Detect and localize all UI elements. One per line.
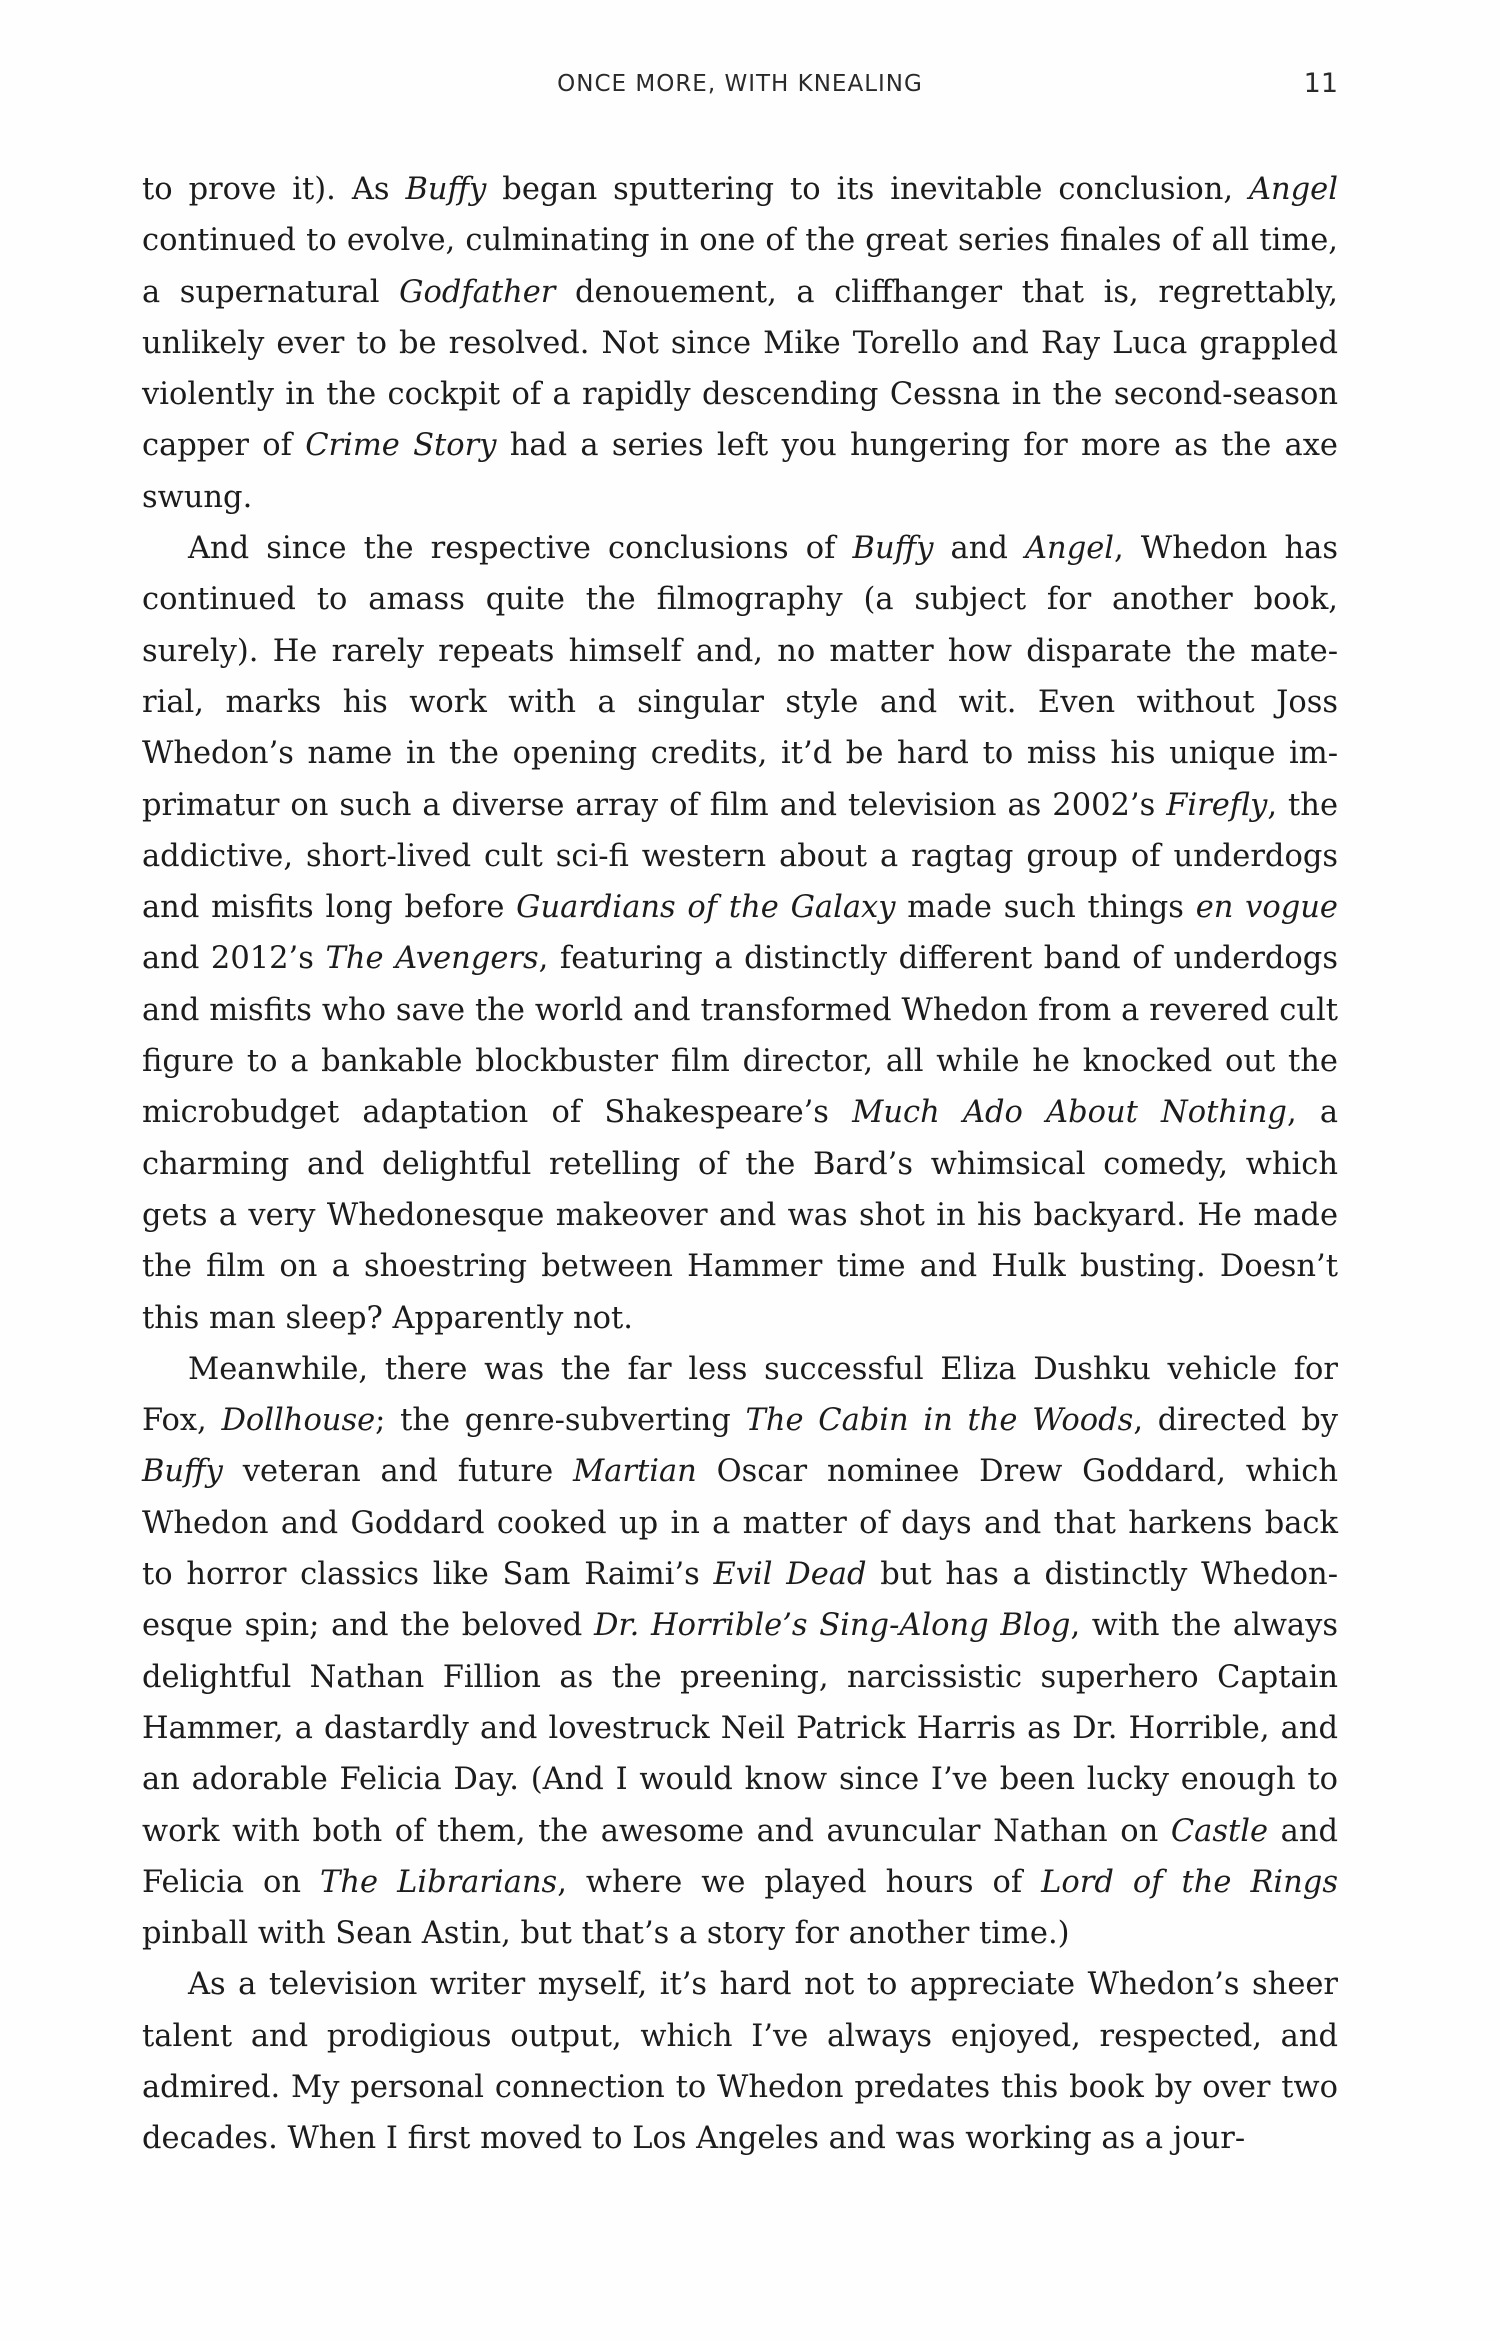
- text-run: As a television writer myself, it’s hard not to appreciate Whedon’s sheer talent and prodigious output, which I’ve always enjoyed, respected, and admired. My personal connection to Whedon predates this book by over two decades. When I first moved to Los Angeles and was working as a jour-: [142, 1967, 1338, 2157]
- text-run: and Felicia on: [142, 1813, 1339, 1900]
- italic-title: Dr. Horrible’s Sing-Along Blog: [593, 1608, 1071, 1644]
- page-number: 11: [1303, 68, 1338, 99]
- italic-title: Firefly: [1166, 787, 1268, 823]
- text-run: denouement, a cliffhanger that is, regrettably, unlikely ever to be resolved. Not since Mike Torello and Ray Luca grappled violently in the cockpit of a rapidly descending Cessna in the second-season capper of: [142, 274, 1338, 464]
- text-run: and: [933, 531, 1026, 567]
- italic-title: Much Ado About Nothing: [852, 1095, 1287, 1131]
- text-run: And since the respective conclusions of: [188, 531, 853, 567]
- text-run: , Whedon has continued to amass quite the filmography (a subject for another book, surely). He rarely repeats himself and, no matter how disparate the material, marks his work with a singular style and wit. Even without Joss Whedon’s name in the opening credits, it’d be hard to miss his unique imprimatur on such a diverse array of film and television as 2002’s: [142, 531, 1339, 823]
- italic-title: Castle: [1170, 1813, 1269, 1849]
- running-header: [142, 64, 1338, 104]
- italic-title: Godfather: [399, 274, 556, 310]
- text-run: made such things: [895, 890, 1196, 926]
- text-run: had a series left you hungering for more as the axe swung.: [142, 428, 1338, 515]
- italic-title: The Cabin in the Woods: [745, 1403, 1134, 1439]
- italic-title: The Avengers: [325, 941, 539, 977]
- text-run: and 2012’s: [142, 941, 326, 977]
- paragraph: [142, 523, 1338, 1344]
- text-run: pinball with Sean Astin, but that’s a story for another time.): [142, 1916, 1070, 1952]
- italic-title: Angel: [1248, 172, 1338, 207]
- italic-title: The Librarians: [320, 1864, 558, 1900]
- text-run: ; the genre-subverting: [375, 1403, 746, 1439]
- text-run: , a charming and delightful retelling of the Bard’s whimsical comedy, which gets a very Whedonesque makeover and was shot in his backyard. He made the film on a shoestring between Hammer time and Hulk busting. Doesn’t this man sleep? Apparently not.: [142, 1095, 1339, 1336]
- italic-title: Lord of the Rings: [1041, 1864, 1338, 1900]
- italic-title: Evil Dead: [713, 1557, 867, 1593]
- italic-title: Martian: [572, 1454, 697, 1490]
- italic-title: Guardians of the Galaxy: [516, 890, 896, 926]
- italic-title: en vogue: [1195, 890, 1338, 926]
- italic-title: Angel: [1025, 531, 1115, 567]
- text-run: continued to evolve, culminating in one of the great series finales of all time, a supernatural: [142, 223, 1338, 310]
- text-run: Meanwhile, there was the far less successful Eliza Dushku vehicle for Fox,: [142, 1351, 1338, 1439]
- paragraph: [142, 1959, 1338, 2164]
- text-run: , the addictive, short-lived cult sci-fi western about a ragtag group of underdogs and misfits long before: [142, 787, 1338, 926]
- italic-title: Buffy: [405, 172, 487, 207]
- text-run: began sputtering to its inevitable conclusion,: [486, 172, 1249, 207]
- italic-title: Crime Story: [305, 428, 497, 464]
- running-title: ONCE MORE, WITH KNEALING: [557, 71, 923, 97]
- body-text: [142, 164, 1338, 2165]
- italic-title: Dollhouse: [221, 1403, 376, 1439]
- italic-title: Buffy: [852, 531, 934, 567]
- text-run: but has a distinctly Whedonesque spin; and the beloved: [142, 1557, 1338, 1644]
- text-run: , directed by: [1133, 1403, 1338, 1439]
- italic-title: Buffy: [142, 1454, 223, 1490]
- paragraph: [142, 1344, 1338, 1960]
- text-run: , featuring a distinctly different band of underdogs and misfits who save the world and transformed Whedon from a revered cult figure to a bankable blockbuster film director, all while he knocked out the microbudget adaptation of Shakespeare’s: [142, 941, 1338, 1131]
- text-run: , with the always delightful Nathan Fillion as the preening, narcissistic superhero Captain Hammer, a dastardly and lovestruck Neil Patrick Harris as Dr. Horrible, and an adorable Felicia Day. (And I would know since I’ve been lucky enough to work with both of them, the awesome and avuncular Nathan on: [142, 1608, 1338, 1849]
- text-run: , where we played hours of: [557, 1864, 1042, 1900]
- text-run: veteran and future: [222, 1454, 573, 1490]
- paragraph: [142, 164, 1338, 523]
- text-run: to prove it). As: [142, 172, 406, 207]
- text-run: Oscar nominee Drew Goddard, which Whedon and Goddard cooked up in a matter of days and that harkens back to horror classics like Sam Raimi’s: [142, 1454, 1338, 1593]
